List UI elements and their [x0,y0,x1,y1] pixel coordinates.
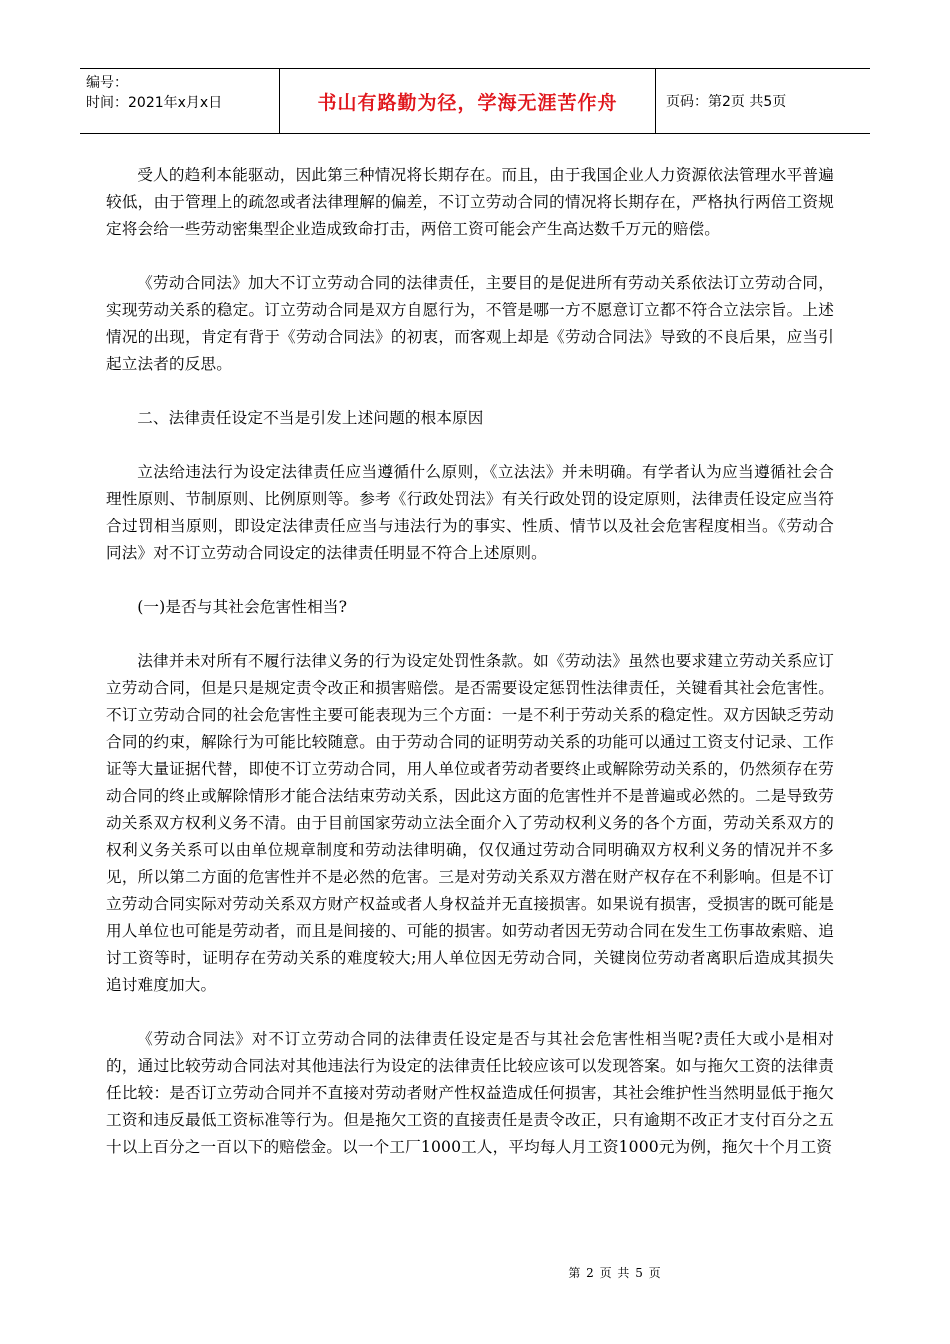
page-footer [0,1264,950,1281]
section-heading: 二、法律责任设定不当是引发上述问题的根本原因 [137,409,484,427]
document-date-label: 时间：2021年x月x日 [86,95,223,111]
header-page-number: 页码：第2页 共5页 [666,94,787,110]
footer-page-number: 第 2 页 共 5 页 [568,1266,662,1280]
body-paragraph: 法律并未对所有不履行法律义务的行为设定处罚性条款。如《劳动法》虽然也要求建立劳动关系应订立劳动合同，但是只是规定责令改正和损害赔偿。是否需要设定惩罚性法律责任，关键看其社会危害性。不订立劳动合同的社会危害性主要可能表现为三个方面：一是不利于劳动关系的稳定性。双方因缺乏劳动合同的约束，解除行为可能比较随意。由于劳动合同的证明劳动关系的功能可以通过工资支付记录、工作证等大量证据代替，即使不订立劳动合同，用人单位或者劳动者要终止或解除劳动关系的，仍然须存在劳动合同的终止或解除情形才能合法结束劳动关系，因此这方面的危害性并不是普遍或必然的。二是导致劳动关系双方权利义务不清。由于目前国家劳动立法全面介入了劳动权利义务的各个方面，劳动关系双方的权利义务关系可以由单位规章制度和劳动法律明确，仅仅通过劳动合同明确双方权利义务的情况并不多见，所以第二方面的危害性并不是必然的危害。三是对劳动关系双方潜在财产权存在不利影响。但是不订立劳动合同实际对劳动关系双方财产权益或者人身权益并无直接损害。如果说有损害，受损害的既可能是用人单位也可能是劳动者，而且是间接的、可能的损害。如劳动者因无劳动合同在发生工伤事故索赔、追讨工资等时，证明存在劳动关系的难度较大;用人单位因无劳动合同，关键岗位劳动者离职后造成其损失追讨难度加大。 [106,652,834,994]
body-paragraph: 立法给违法行为设定法律责任应当遵循什么原则，《立法法》并未明确。有学者认为应当遵循社会合理性原则、节制原则、比例原则等。参考《行政处罚法》有关行政处罚的设定原则，法律责任设定应当符合过罚相当原则，即设定法律责任应当与违法行为的事实、性质、情节以及社会危害程度相当。《劳动合同法》对不订立劳动合同设定的法律责任明显不符合上述原则。 [106,463,834,562]
subsection-heading: (一)是否与其社会危害性相当? [137,598,348,616]
page-header [80,68,870,134]
document-body [106,162,834,1188]
header-motto: 书山有路勤为径，学海无涯苦作舟 [280,69,656,133]
body-paragraph: 受人的趋利本能驱动，因此第三种情况将长期存在。而且，由于我国企业人力资源依法管理水平普遍较低，由于管理上的疏忽或者法律理解的偏差，不订立劳动合同的情况将长期存在，严格执行两倍工资规定将会给一些劳动密集型企业造成致命打击，两倍工资可能会产生高达数千万元的赔偿。 [106,166,834,238]
document-number-label: 编号： [86,75,128,91]
body-paragraph: 《劳动合同法》对不订立劳动合同的法律责任设定是否与其社会危害性相当呢?责任大或小是相对的，通过比较劳动合同法对其他违法行为设定的法律责任比较应该可以发现答案。如与拖欠工资的法律责任比较：是否订立劳动合同并不直接对劳动者财产性权益造成任何损害，其社会维护性当然明显低于拖欠工资和违反最低工资标准等行为。但是拖欠工资的直接责任是责令改正，只有逾期不改正才支付百分之五十以上百分之一百以下的赔偿金。以一个工厂1000工人，平均每人月工资1000元为例，拖欠十个月工资 [106,1030,834,1156]
header-meta [80,69,280,133]
body-paragraph: 《劳动合同法》加大不订立劳动合同的法律责任，主要目的是促进所有劳动关系依法订立劳动合同，实现劳动关系的稳定。订立劳动合同是双方自愿行为，不管是哪一方不愿意订立都不符合立法宗旨。上述情况的出现，肯定有背于《劳动合同法》的初衷，而客观上却是《劳动合同法》导致的不良后果，应当引起立法者的反思。 [106,274,834,373]
